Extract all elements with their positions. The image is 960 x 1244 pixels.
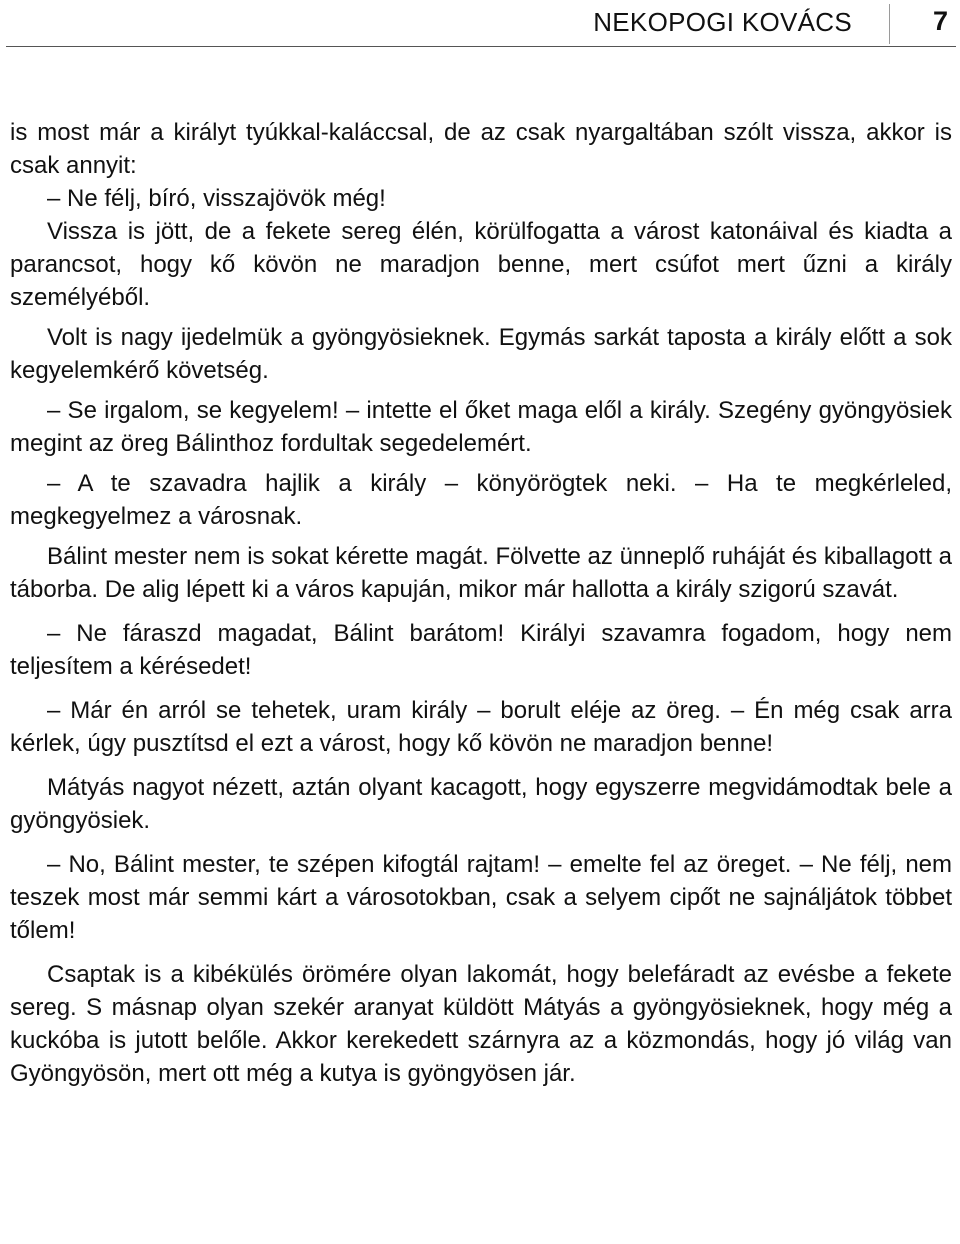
page-number: 7 <box>932 6 948 36</box>
paragraph: is most már a királyt tyúkkal-kaláccsal, de az csak nyargaltában szólt vissza, akkor is csak annyit: <box>10 119 952 179</box>
header-rule <box>6 46 956 47</box>
dialogue-paragraph: – Ne félj, bíró, visszajövök még! <box>47 185 386 212</box>
paragraph: Vissza is jött, de a fekete sereg élén, körülfogatta a várost katonáival és kiadta a parancsot, hogy kő kövön ne maradjon benne, mert csúfot mert űzni a király személyéből. <box>10 218 952 311</box>
paragraph: Volt is nagy ijedelmük a gyöngyösieknek. Egymás sarkát taposta a király előtt a sok kegyelemkérő követség. <box>10 324 952 384</box>
dialogue-paragraph: – A te szavadra hajlik a király – könyörögtek neki. – Ha te megkérleled, megkegyelmez a városnak. <box>10 470 952 530</box>
paragraph: Mátyás nagyot nézett, aztán olyant kacagott, hogy egyszerre megvidámodtak bele a gyöngyösiek. <box>10 774 952 834</box>
header-divider <box>889 4 890 44</box>
dialogue-paragraph: – Ne fáraszd magadat, Bálint barátom! Királyi szavamra fogadom, hogy nem teljesítem a kérésedet! <box>10 620 952 680</box>
story-text <box>10 116 952 1090</box>
dialogue-paragraph: – No, Bálint mester, te szépen kifogtál rajtam! – emelte fel az öreget. – Ne félj, nem teszek most már semmi kárt a városotokban, csak a selyem cipőt ne sajnáljátok többet tőlem! <box>10 851 952 944</box>
page-header <box>0 0 960 46</box>
dialogue-paragraph: – Már én arról se tehetek, uram király – borult eléje az öreg. – Én még csak arra kérlek, úgy pusztítsd el ezt a várost, hogy kő kövön ne maradjon benne! <box>10 697 952 757</box>
running-title: NEKOPOGI KOVÁCS <box>593 7 852 37</box>
dialogue-paragraph: – Se irgalom, se kegyelem! – intette el őket maga elől a király. Szegény gyöngyösiek megint az öreg Bálinthoz fordultak segedelemért. <box>10 397 952 457</box>
paragraph: Bálint mester nem is sokat kérette magát. Fölvette az ünneplő ruháját és kiballagott a táborba. De alig lépett ki a város kapuján, mikor már hallotta a király szigorú szavát. <box>10 543 952 603</box>
paragraph: Csaptak is a kibékülés örömére olyan lakomát, hogy belefáradt az evésbe a fekete sereg. S másnap olyan szekér aranyat küldött Mátyás a gyöngyösieknek, hogy még a kuckóba is jutott belőle. Akkor kerekedett szárnyra az a közmondás, hogy jó világ van Gyöngyösön, mert ott még a kutya is gyöngyösen jár. <box>10 961 952 1087</box>
